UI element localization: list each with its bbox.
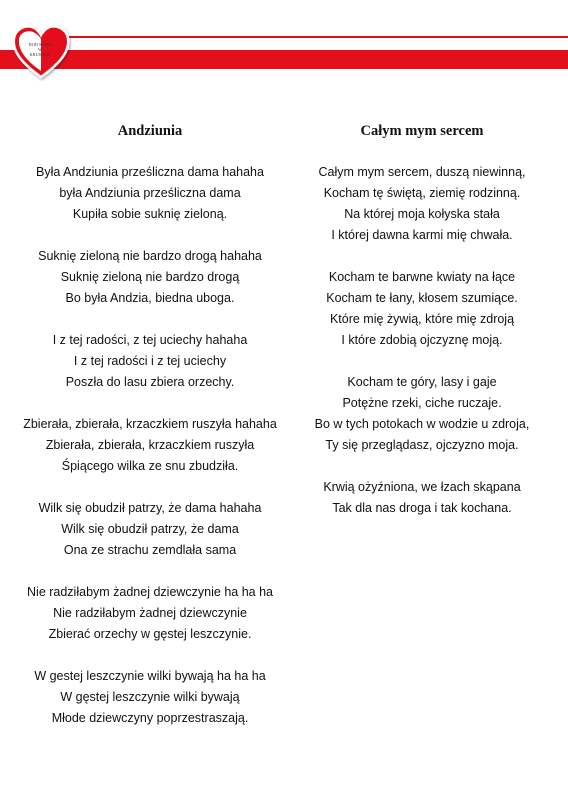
stanza [10,582,290,645]
stanza [10,498,290,561]
poem-line: Potężne rzeki, ciche ruczaje. [342,396,502,410]
poem-line: Całym mym sercem, duszą niewinną, [318,165,526,179]
stanza [10,246,290,309]
stanza [286,162,558,246]
poem-line: Nie radziłabym żadnej dziewczynie [53,606,247,620]
stanza [10,162,290,225]
poem-line: Bo była Andzia, biedna uboga. [65,291,235,305]
poem-andziunia [10,122,290,750]
poem-line: Które mię żywią, które mię zdroją [329,312,515,326]
stanza [286,372,558,456]
stanza [286,477,558,519]
logo-line: KRUSACH [29,52,51,57]
poem-line: I której dawna karmi mię chwała. [331,228,513,242]
poem-line: Kupiła sobie suknię zieloną. [72,207,228,221]
poem-calym-mym-sercem [286,122,558,540]
poem-line: Kocham tę świętą, ziemię rodzinną. [323,186,521,200]
poem-line: Ona ze strachu zemdlała sama [63,543,237,557]
poem-line: Na której moja kołyska stała [344,207,500,221]
logo-text [24,42,56,57]
stanza [10,330,290,393]
poem-line: Poszła do lasu zbiera orzechy. [65,375,235,389]
poem-line: Śpiącego wilka ze snu zbudziła. [61,459,239,473]
poem-title: Andziunia [117,123,183,139]
poem-line: I z tej radości, z tej uciechy hahaha [52,333,248,347]
poem-line: Krwią ożyźniona, we łzach skąpana [323,480,521,494]
stanza [286,267,558,351]
poem-line: I z tej radości i z tej uciechy [73,354,227,368]
heart-logo [10,20,72,82]
poem-line: Bo w tych potokach w wodzie u zdroja, [314,417,530,431]
poem-line: I które zdobią ojczyznę moją. [341,333,503,347]
poem-line: Zbierała, zbierała, krzaczkiem ruszyła hahaha [23,417,277,431]
poem-line: Była Andziunia prześliczna dama hahaha [36,165,264,179]
poem-line: Wilk się obudził patrzy, że dama hahaha [38,501,262,515]
poem-title: Całym mym sercem [360,123,484,139]
poem-line: Wilk się obudził patrzy, że dama [61,522,239,536]
poem-line: W gestej leszczynie wilki bywają ha ha ha [34,669,266,683]
poem-line: Ty się przeglądasz, ojczyzno moja. [325,438,519,452]
poem-line: Zbierać orzechy w gęstej leszczynie. [48,627,252,641]
poem-line: Suknię zieloną nie bardzo drogą hahaha [38,249,262,263]
header-rule [40,36,568,38]
poem-line: W gęstej leszczynie wilki bywają [60,690,240,704]
poem-line: była Andziunia prześliczna dama [59,186,241,200]
poem-line: Młode dziewczyny poprzestraszają. [51,711,249,725]
stanza [10,666,290,729]
header-bar [0,50,568,69]
logo-line: W [37,47,43,52]
poem-line: Tak dla nas droga i tak kochana. [332,501,512,515]
poem-line: Kocham te góry, lasy i gaje [347,375,497,389]
logo-line: ROD KOAS [28,42,52,47]
poem-line: Kocham te łany, kłosem szumiące. [326,291,518,305]
poem-line: Kocham te barwne kwiaty na łące [328,270,516,284]
poem-line: Suknię zieloną nie bardzo drogą [60,270,240,284]
stanza [10,414,290,477]
poem-line: Nie radziłabym żadnej dziewczynie ha ha ha [27,585,273,599]
poem-line: Zbierała, zbierała, krzaczkiem ruszyła [45,438,255,452]
